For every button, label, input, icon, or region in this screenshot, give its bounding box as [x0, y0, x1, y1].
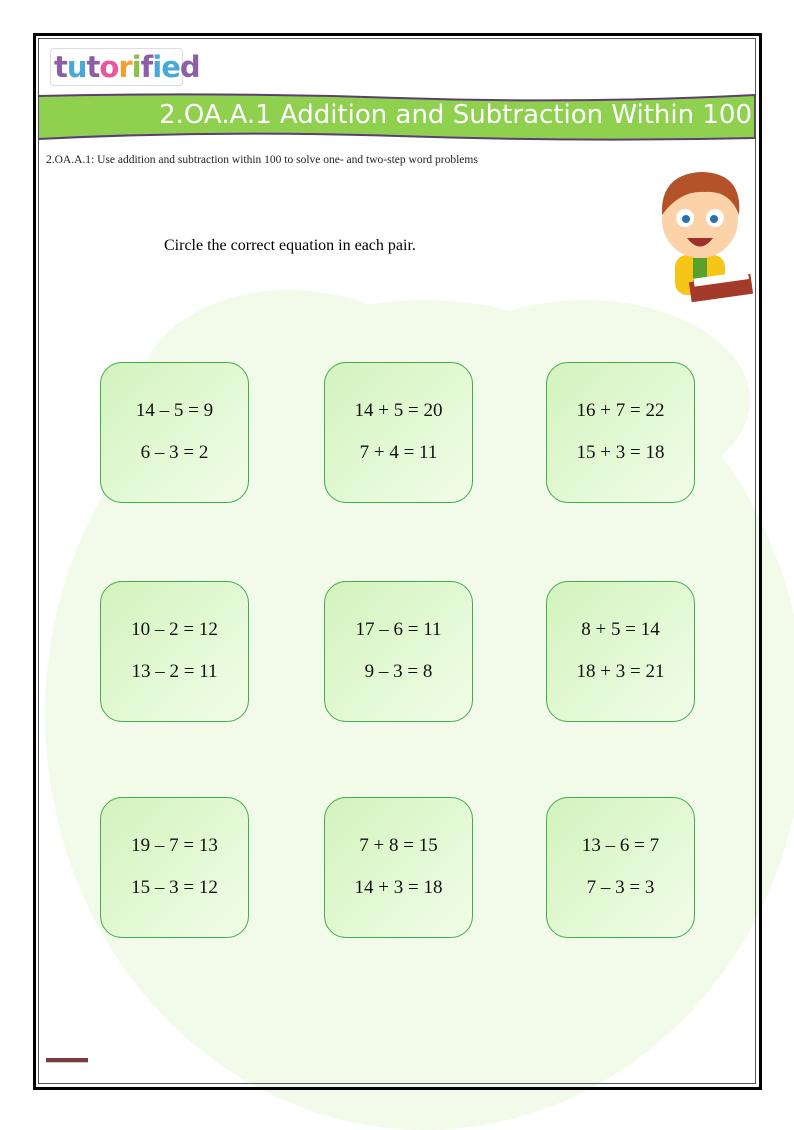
equation-option[interactable]: 19 – 7 = 13 [131, 835, 218, 856]
equation-option[interactable]: 15 + 3 = 18 [576, 442, 665, 463]
equation-pair-box [546, 797, 695, 938]
logo-letter: d [179, 50, 200, 84]
boy-reading-illustration [645, 160, 755, 305]
equation-option[interactable]: 7 + 8 = 15 [359, 835, 438, 856]
logo-letter: t [54, 50, 67, 84]
logo-letter: f [140, 50, 153, 84]
equation-pair-box [100, 362, 249, 503]
equation-option[interactable]: 6 – 3 = 2 [140, 442, 209, 463]
equation-option[interactable]: 9 – 3 = 8 [364, 661, 433, 682]
logo [50, 48, 200, 86]
equation-pair-box [546, 362, 695, 503]
equation-pair-box [324, 581, 473, 722]
logo-letter: o [99, 50, 119, 84]
logo-letter: i [131, 50, 141, 84]
equation-option[interactable]: 13 – 6 = 7 [581, 835, 660, 856]
instruction: Circle the correct equation in each pair. [164, 237, 416, 254]
equation-option[interactable]: 8 + 5 = 14 [581, 619, 660, 640]
equation-option[interactable]: 10 – 2 = 12 [131, 619, 218, 640]
page-title: 2.OA.A.1 Addition and Subtraction Within 100 [159, 100, 752, 130]
footer-bar [46, 1058, 88, 1063]
equation-option[interactable]: 7 – 3 = 3 [586, 877, 655, 898]
equation-pair-box [324, 362, 473, 503]
equation-option[interactable]: 13 – 2 = 11 [131, 661, 218, 682]
equation-option[interactable]: 7 + 4 = 11 [359, 442, 438, 463]
equation-option[interactable]: 14 + 3 = 18 [354, 877, 443, 898]
standard-description: 2.OA.A.1: Use addition and subtraction within 100 to solve one- and two-step word problems [46, 154, 478, 166]
logo-letter: t [86, 50, 100, 84]
equation-option[interactable]: 17 – 6 = 11 [355, 619, 442, 640]
equation-pair-box [324, 797, 473, 938]
logo-letter: r [118, 50, 132, 84]
equation-option[interactable]: 14 – 5 = 9 [135, 400, 214, 421]
logo-letter: u [66, 50, 87, 84]
logo-letter: i [152, 50, 162, 84]
logo-letter: e [161, 50, 180, 84]
equation-pair-box [100, 581, 249, 722]
equation-option[interactable]: 15 – 3 = 12 [131, 877, 218, 898]
equation-option[interactable]: 18 + 3 = 21 [576, 661, 665, 682]
equation-option[interactable]: 14 + 5 = 20 [354, 400, 443, 421]
equation-option[interactable]: 16 + 7 = 22 [576, 400, 665, 421]
equation-pair-box [100, 797, 249, 938]
equation-pair-box [546, 581, 695, 722]
